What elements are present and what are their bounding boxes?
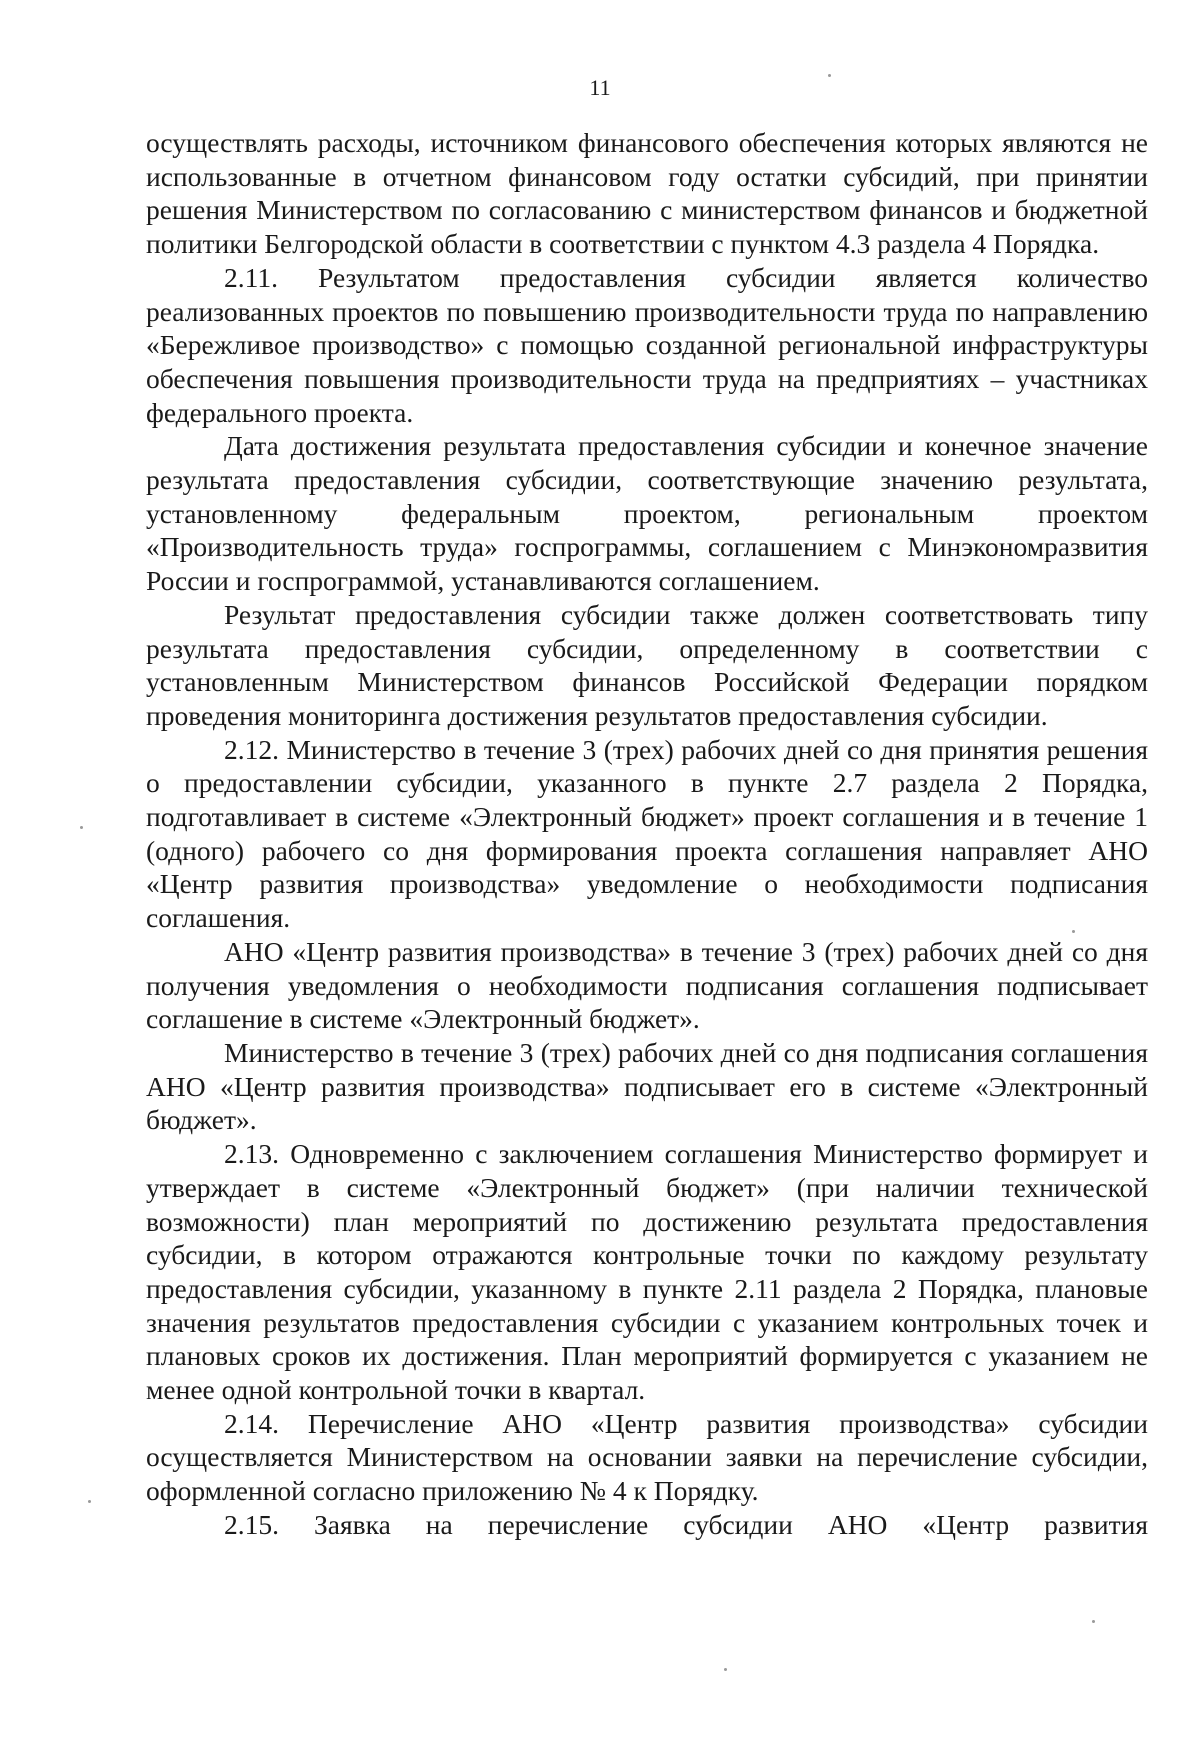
- paragraph-2-12-ano-signing: АНО «Центр развития производства» в течение 3 (трех) рабочих дней со дня получения уведомления о необходимости подписания соглашения подписывает соглашение в системе «Электронный бюджет».: [146, 935, 1148, 1035]
- page-number: 11: [589, 75, 611, 100]
- paragraph-continuation: осуществлять расходы, источником финансового обеспечения которых являются не использованные в отчетном финансовом году остатки субсидий, при принятии решения Министерством по согласованию с министерством финансов и бюджетной политики Белгородской области в соответствии с пунктом 4.3 раздела 4 Порядка.: [146, 127, 1148, 260]
- scan-speck: [80, 826, 83, 829]
- scan-speck: [828, 74, 831, 77]
- scan-speck: [724, 1668, 727, 1671]
- document-body: [146, 126, 1148, 1542]
- scan-speck: [1092, 1620, 1095, 1623]
- scan-speck: [88, 1500, 91, 1503]
- paragraph-2-13: 2.13. Одновременно с заключением соглашения Министерство формирует и утверждает в системе «Электронный бюджет» (при наличии технической возможности) план мероприятий по достижению результата предоставления субсидии, в котором отражаются контрольные точки по каждому результату предоставления субсидии, указанному в пункте 2.11 раздела 2 Порядка, плановые значения результатов предоставления субсидии с указанием контрольных точек и плановых сроков их достижения. План мероприятий формируется с указанием не менее одной контрольной точки в квартал.: [146, 1138, 1148, 1406]
- paragraph-2-15: 2.15. Заявка на перечисление субсидии АНО «Центр развития: [224, 1508, 1148, 1540]
- paragraph-2-14: 2.14. Перечисление АНО «Центр развития производства» субсидии осуществляется Министерством на основании заявки на перечисление субсидии, оформленной согласно приложению № 4 к Порядку.: [146, 1407, 1148, 1507]
- paragraph-2-11: 2.11. Результатом предоставления субсидии является количество реализованных проектов по повышению производительности труда по направлению «Бережливое производство» с помощью созданной региональной инфраструктуры обеспечения повышения производительности труда на предприятиях – участниках федерального проекта.: [146, 261, 1148, 428]
- paragraph-2-12: 2.12. Министерство в течение 3 (трех) рабочих дней со дня принятия решения о предоставлении субсидии, указанного в пункте 2.7 раздела 2 Порядка, подготавливает в системе «Электронный бюджет» проект соглашения и в течение 1 (одного) рабочего со дня формирования проекта соглашения направляет АНО «Центр развития производства» уведомление о необходимости подписания соглашения.: [146, 733, 1148, 934]
- paragraph-2-11-result-type: Результат предоставления субсидии также должен соответствовать типу результата предоставления субсидии, определенному в соответствии с установленным Министерством финансов Российской Федерации порядком проведения мониторинга достижения результатов предоставления субсидии.: [146, 598, 1148, 731]
- paragraph-2-11-result-date: Дата достижения результата предоставления субсидии и конечное значение результата предоставления субсидии, соответствующие значению результата, установленному федеральным проектом, региональным проектом «Производительность труда» госпрограммы, соглашением с Минэкономразвития России и госпрограммой, устанавливаются соглашением.: [146, 430, 1148, 597]
- scan-speck: [1072, 930, 1075, 933]
- paragraph-2-12-ministry-signing: Министерство в течение 3 (трех) рабочих дней со дня подписания соглашения АНО «Центр развития производства» подписывает его в системе «Электронный бюджет».: [146, 1036, 1148, 1136]
